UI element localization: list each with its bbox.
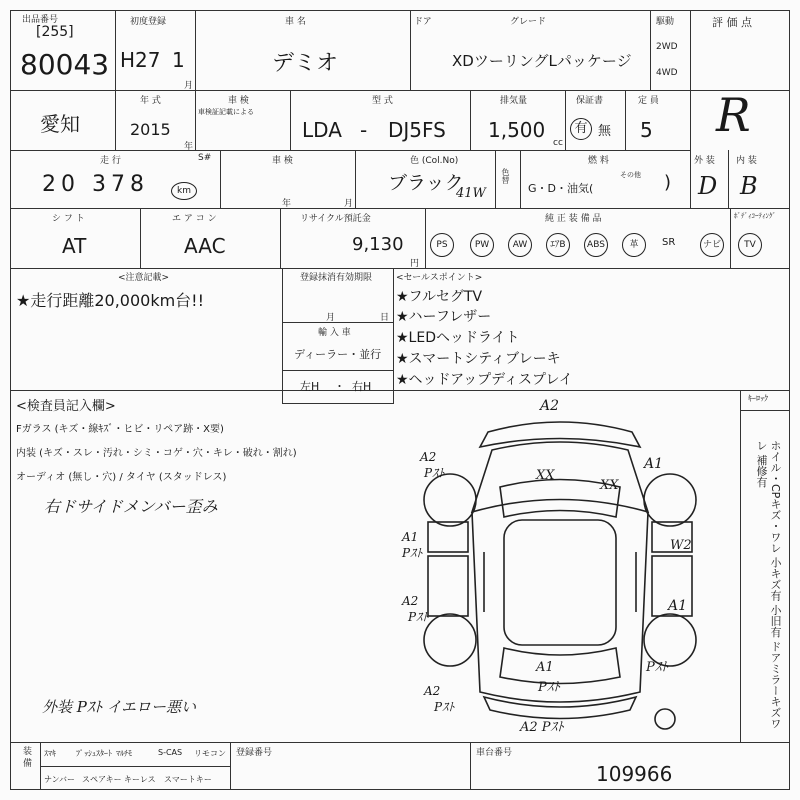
v-line [393, 268, 394, 403]
mark: Pｽﾄ [408, 610, 429, 624]
body-label: 車 検 [272, 156, 293, 166]
h-line [740, 410, 790, 411]
equip-label: 純 正 装 備 品 [545, 214, 602, 224]
equip-airbag-icon: ｴｱB [546, 233, 570, 257]
reg-label: 登録番号 [236, 748, 273, 758]
row4-bottom [10, 268, 790, 269]
body-year-unit: 年 [282, 199, 292, 209]
displacement: 1,500 [488, 118, 546, 142]
score-value: R [716, 88, 751, 142]
mark: Pｽﾄ [434, 700, 455, 714]
model-year: 2015 [130, 120, 171, 139]
front-bumper [480, 422, 640, 447]
drive-4wd: 4WD [656, 68, 678, 78]
recycle-label: リサイクル預託金 [300, 214, 371, 224]
import-label: 輸 入 車 [318, 328, 351, 338]
year-label: 年 式 [140, 96, 161, 106]
row5-bottom [10, 390, 790, 391]
drive-2wd: 2WD [656, 42, 678, 52]
roof [504, 520, 616, 645]
border-bottom [10, 789, 790, 790]
footer-top [10, 742, 790, 743]
audio-line: オーディオ (無し・穴) / タイヤ (スタッドレス) [16, 472, 227, 483]
v-line [470, 742, 471, 790]
equip-navi-icon: ナビ [700, 233, 724, 257]
v-line [140, 208, 141, 268]
air-conditioner: AAC [184, 234, 226, 258]
month-unit: 月 [184, 81, 194, 91]
exterior-score: D [698, 172, 718, 200]
sales-point: ★LEDヘッドライト [396, 330, 520, 346]
year-unit: 年 [184, 142, 194, 152]
warranty-yes: 有 [570, 118, 592, 140]
model-label: 車 名 [285, 17, 306, 27]
option: キーレス [124, 775, 156, 784]
smark-label: S# [198, 153, 212, 163]
prefecture: 愛知 [40, 112, 80, 136]
sales-point: ★フルセグTV [396, 289, 483, 305]
v-line [690, 10, 691, 208]
v-line [355, 150, 356, 208]
wheel-rear-left [424, 614, 476, 666]
v-line [470, 90, 471, 150]
regdate-label: 登録抹消有効期限 [300, 273, 373, 283]
body-outline [472, 512, 648, 702]
option: S-CAS [158, 748, 183, 757]
equip-extra-label: ﾎﾞﾃﾞｨｺｰﾃｨﾝｸﾞ [734, 212, 776, 220]
first-reg-era: H27 [120, 48, 161, 72]
mark: A2 [540, 398, 560, 414]
keyless-label: ｷｰﾛｯｸ [748, 394, 768, 403]
capacity: 5 [640, 118, 653, 142]
grade-label: グレード [510, 17, 547, 27]
sales-label: <セールスポイント> [396, 273, 483, 283]
row1-bottom [10, 90, 790, 91]
border-right [789, 10, 790, 790]
capacity-label: 定 員 [638, 96, 659, 106]
interior-score: B [740, 172, 758, 200]
score-label: 評 価 点 [712, 16, 752, 29]
inspector-title: <検査員記入欄> [16, 399, 116, 414]
side-text: ホイル・CPキズ・ワレ 小キズ有 小旧有 ドアミラーキズワレ 補修有 [755, 440, 782, 729]
v-line [115, 10, 116, 150]
notes-label: <注意記載> [118, 273, 170, 283]
equip-ps-icon: PS [430, 233, 454, 257]
rear-window [500, 648, 620, 684]
lot-sub: [255] [36, 24, 74, 40]
spare-wheel [655, 709, 675, 729]
v-line [425, 208, 426, 268]
option: リモコン [194, 749, 226, 758]
recycle-fee: 9,130 [352, 234, 404, 255]
inspect-sub: 車検証記載による [198, 108, 254, 116]
mark: Pｽﾄ [646, 660, 668, 675]
shift: AT [62, 234, 87, 258]
option: ﾏﾙﾁﾓ [116, 749, 132, 758]
mark: A2 Pｽﾄ [520, 720, 564, 735]
h-line [282, 322, 394, 323]
first-reg-label: 初度登録 [130, 17, 167, 27]
v-line [625, 90, 626, 150]
warranty-no: 無 [598, 124, 612, 139]
sales-point: ★ハーフレザー [396, 309, 492, 325]
v-line [280, 208, 281, 268]
lot-number: 80043 [20, 48, 110, 81]
steer-right: 右H [352, 380, 372, 393]
fuel-close: ) [664, 172, 672, 193]
option: ナンバー [44, 775, 76, 784]
inspect-label: 車 検 [228, 96, 249, 106]
drive-label: 駆動 [656, 17, 675, 27]
mileage: 20 378 [42, 172, 149, 197]
v-line [220, 150, 221, 208]
h-line [282, 403, 394, 404]
hand-note-1: 右ドサイドメンバー歪み [44, 497, 218, 516]
mark: Pｽﾄ [424, 466, 445, 480]
mark: A1 [536, 660, 554, 675]
mark: W2 [670, 538, 692, 553]
hood [472, 442, 648, 512]
mark: Pｽﾄ [538, 680, 560, 695]
border-top [10, 10, 790, 11]
color-code: 41W [456, 186, 486, 201]
mark: A1 [644, 456, 664, 472]
v-line [728, 150, 729, 208]
door-rear-left [428, 556, 468, 616]
fuel-label: 燃 料 [588, 156, 609, 166]
equip-aw-icon: AW [508, 233, 532, 257]
exterior-label: 外 装 [694, 156, 715, 166]
steer-left: 左H [300, 380, 320, 393]
row2-bottom [10, 150, 690, 151]
mark: A2 [420, 450, 437, 464]
v-line [290, 90, 291, 150]
type-label: 型 式 [372, 96, 393, 106]
v-line [230, 742, 231, 790]
steer-dot: ・ [334, 380, 345, 393]
mark: XX [600, 478, 619, 493]
color-label: 色 (Col.No) [410, 156, 459, 166]
v-line [520, 150, 521, 208]
ac-label: エ ア コ ン [172, 214, 217, 224]
regdate-day: 日 [380, 313, 390, 323]
v-line [410, 10, 411, 90]
v-line [650, 10, 651, 90]
door-label: ドア [414, 17, 432, 27]
equip-sunroof: SR [662, 237, 676, 248]
footer-label: 装 備 [21, 746, 31, 767]
mark: A1 [402, 530, 419, 544]
hand-note-2: 外装 Pｽﾄ イエロー悪い [42, 698, 197, 716]
car-id-label: 車台番号 [476, 748, 513, 758]
equip-leather-icon: 革 [622, 233, 646, 257]
h-line [40, 766, 230, 767]
mileage-unit: km [171, 182, 197, 200]
equip-pw-icon: PW [470, 233, 494, 257]
mileage-label: 走 行 [100, 156, 121, 166]
option: ﾌﾟｯｼｭｽﾀｰﾄ [76, 749, 112, 758]
v-line [740, 390, 741, 742]
v-line [730, 208, 731, 268]
v-line [195, 10, 196, 150]
option: ｽﾏｷ [44, 749, 56, 758]
option: スマートキー [164, 775, 212, 784]
dealer: ディーラー・並行 [294, 348, 382, 361]
row3-bottom [10, 208, 790, 209]
body-month-unit: 月 [344, 199, 354, 209]
equip-abs-icon: ABS [584, 233, 608, 257]
fuel-other: その他 [620, 171, 641, 179]
mark: XX [536, 468, 555, 483]
model-name: デミオ [272, 51, 339, 76]
cc-label: 排気量 [500, 96, 528, 106]
cc-unit: cc [553, 138, 563, 148]
equip-tv-icon: TV [738, 233, 762, 257]
color: ブラック [388, 172, 464, 194]
interior-label: 内 装 [736, 156, 757, 166]
mark: A2 [424, 684, 441, 698]
v-line [565, 90, 566, 150]
option: スペアキー [82, 775, 122, 784]
wheel-front-left [424, 474, 476, 526]
border-left [10, 10, 11, 790]
v-line [282, 268, 283, 403]
recycle-unit: 円 [410, 259, 420, 269]
warranty-label: 保証書 [576, 96, 604, 106]
mark: Pｽﾄ [402, 546, 423, 560]
interior-line: 内装 (キズ・スレ・汚れ・シミ・コゲ・穴・キレ・破れ・割れ) [16, 448, 297, 459]
glass-line: Fガラス (キズ・線ｷｽﾞ・ヒビ・リペア跡・X要) [16, 424, 224, 435]
type-prefix: LDA [302, 118, 342, 142]
sales-point: ★スマートシティブレーキ [396, 351, 561, 367]
lot-label: 出品番号 [22, 15, 59, 25]
shift-label: シ フ ト [52, 214, 85, 224]
sales-point: ★ヘッドアップディスプレイ [396, 372, 573, 388]
first-reg-month: 1 [172, 48, 185, 72]
wheel-front-right [644, 474, 696, 526]
mark: A1 [668, 598, 688, 614]
car-id: 109966 [596, 762, 673, 786]
recolor-label: 色替 [501, 168, 510, 184]
mark: A2 [402, 594, 419, 608]
type-code: DJ5FS [388, 118, 446, 142]
regdate-month: 月 [326, 313, 336, 323]
fuel-options: G・D・油気( [528, 182, 594, 195]
type-dash: - [360, 118, 368, 142]
v-line [495, 150, 496, 208]
note-main: ★走行距離20,000km台!! [16, 291, 205, 310]
h-line [282, 370, 394, 371]
grade: XDツーリングLパッケージ [452, 52, 632, 70]
